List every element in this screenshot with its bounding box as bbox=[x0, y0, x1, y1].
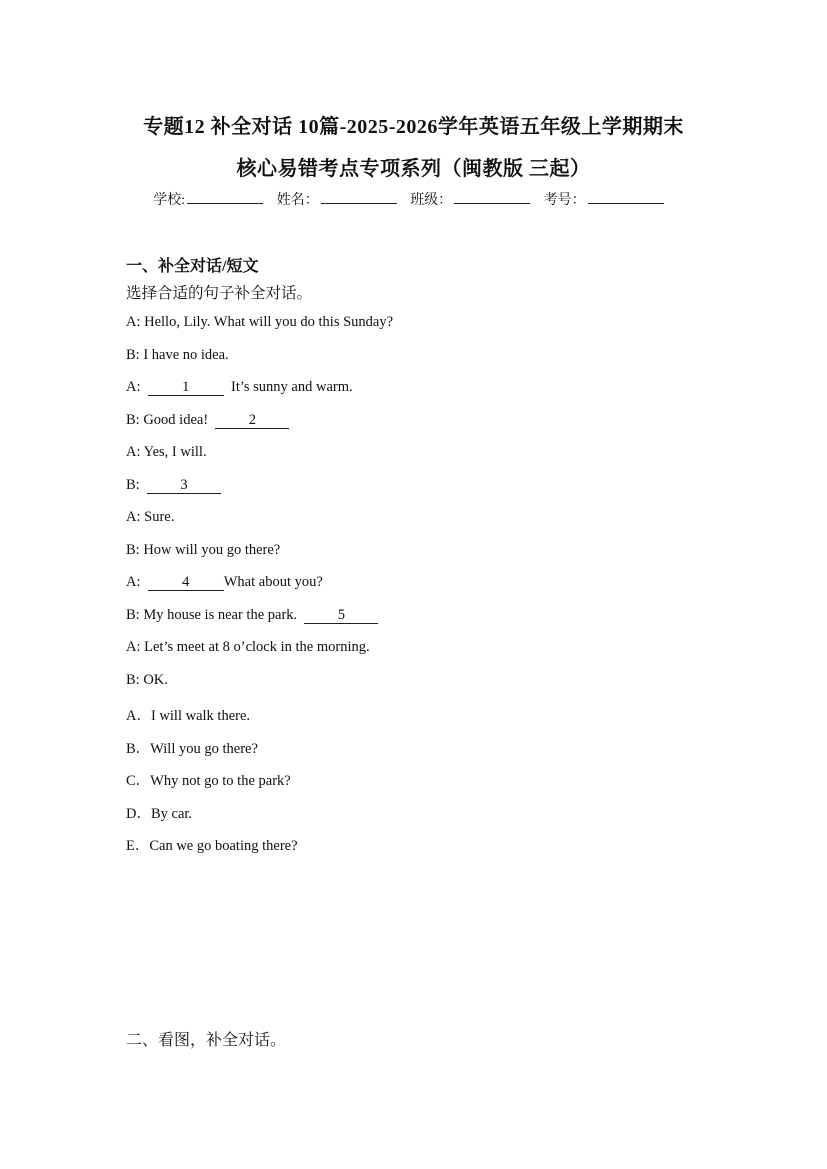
section1-heading: 一、补全对话/短文 bbox=[126, 258, 259, 275]
class-blank[interactable] bbox=[454, 191, 530, 204]
option-e: E．Can we go boating there? bbox=[126, 838, 298, 854]
dialogue-line: B: Good idea! 2 bbox=[126, 412, 289, 429]
document-title-line2: 核心易错考点专项系列（闽教版 三起） bbox=[236, 158, 591, 180]
dialogue-line: B: 3 bbox=[126, 477, 221, 494]
student-info-row bbox=[0, 189, 827, 209]
option-c: C．Why not go to the park? bbox=[126, 773, 291, 789]
answer-blank-1[interactable]: 1 bbox=[148, 379, 224, 396]
name-field: 姓名： bbox=[277, 193, 401, 208]
school-field: 学校: bbox=[153, 193, 267, 208]
section2-heading: 二、看图，补全对话。 bbox=[126, 1032, 287, 1049]
option-d: D．By car. bbox=[126, 806, 193, 822]
dialogue-line: B: I have no idea. bbox=[126, 347, 229, 363]
dialogue-line: A: Let’s meet at 8 o’clock in the morning. bbox=[126, 639, 370, 655]
dialogue-line: B: My house is near the park. 5 bbox=[126, 607, 378, 624]
answer-blank-3[interactable]: 3 bbox=[147, 477, 221, 494]
exam-number-blank[interactable] bbox=[588, 191, 664, 204]
dialogue-line: B: How will you go there? bbox=[126, 542, 281, 558]
answer-blank-4[interactable]: 4 bbox=[148, 574, 224, 591]
dialogue-line: A: 4 What about you? bbox=[126, 574, 323, 590]
school-blank[interactable] bbox=[187, 191, 263, 204]
exam-number-field: 考号： bbox=[544, 193, 668, 208]
dialogue-line: A: Sure. bbox=[126, 509, 175, 525]
section1-instruction: 选择合适的句子补全对话。 bbox=[126, 285, 313, 302]
option-a: A．I will walk there. bbox=[126, 708, 251, 724]
class-field: 班级： bbox=[410, 193, 534, 208]
dialogue-line: A: Yes, I will. bbox=[126, 444, 207, 460]
answer-blank-2[interactable]: 2 bbox=[215, 412, 289, 429]
option-b: B．Will you go there? bbox=[126, 741, 258, 757]
document-title-line1: 专题12 补全对话 10篇-2025-2026学年英语五年级上学期期末 bbox=[143, 116, 684, 138]
answer-blank-5[interactable]: 5 bbox=[304, 607, 378, 624]
dialogue-line: A: 1 It’s sunny and warm. bbox=[126, 379, 353, 395]
name-blank[interactable] bbox=[321, 191, 397, 204]
dialogue-line: B: OK. bbox=[126, 672, 168, 688]
dialogue-line: A: Hello, Lily. What will you do this Sunday? bbox=[126, 314, 394, 330]
